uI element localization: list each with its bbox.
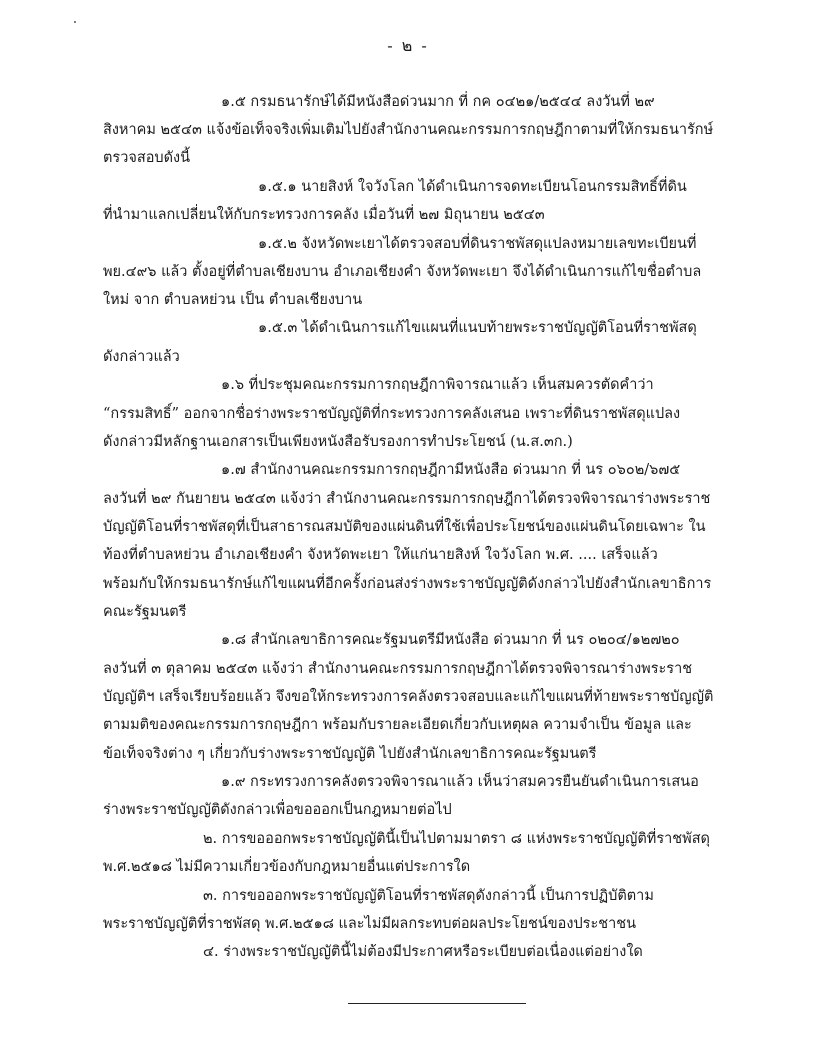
paragraph-line: ตามมติของคณะกรรมการกฤษฎีกา พร้อมกับรายละเอียดเกี่ยวกับเหตุผล ความจำเป็น ข้อมูล และ bbox=[103, 717, 692, 733]
paragraph-line: ลงวันที่ ๒๙ กันยายน ๒๕๔๓ แจ้งว่า สำนักงานคณะกรรมการกฤษฎีกาได้ตรวจพิจารณาร่างพระราช bbox=[103, 491, 711, 507]
paragraph-line: ๑.๕.๑ นายสิงห์ ใจวังโลก ได้ดำเนินการจดทะเบียนโอนกรรมสิทธิ์ที่ดิน bbox=[258, 179, 687, 195]
paragraph-line: ๑.๕.๒ จังหวัดพะเยาได้ตรวจสอบที่ดินราชพัสดุแปลงหมายเลขทะเบียนที่ bbox=[258, 236, 697, 252]
page-number: - ๒ - bbox=[387, 36, 429, 55]
paragraph-line: ๑.๕.๓ ได้ดำเนินการแก้ไขแผนที่แนบท้ายพระราชบัญญัติโอนที่ราชพัสดุ bbox=[258, 320, 697, 336]
paragraph-line: พระราชบัญญัติที่ราชพัสดุ พ.ศ.๒๕๑๘ และไม่มีผลกระทบต่อผลประโยชน์ของประชาชน bbox=[103, 916, 636, 932]
paragraph-line: ดังกล่าวแล้ว bbox=[103, 349, 180, 365]
paragraph-line: ๑.๗ สำนักงานคณะกรรมการกฤษฎีกามีหนังสือ ด่วนมาก ที่ นร ๐๖๐๒/๖๗๕ bbox=[221, 462, 681, 478]
paragraph-line: “กรรมสิทธิ์” ออกจากชื่อร่างพระราชบัญญัติที่กระทรวงการคลังเสนอ เพราะที่ดินราชพัสดุแปลง bbox=[103, 406, 681, 422]
paragraph-line: พย.๔๙๖ แล้ว ตั้งอยู่ที่ตำบลเชียงบาน อำเภอเชียงคำ จังหวัดพะเยา จึงได้ดำเนินการแก้ไขชื่อตำบล bbox=[103, 264, 702, 280]
paragraph-line: บัญญัติโอนที่ราชพัสดุที่เป็นสาธารณสมบัติของแผ่นดินที่ใช้เพื่อประโยชน์ของแผ่นดินโดยเฉพาะ ใน bbox=[103, 519, 706, 535]
paragraph-line: ดังกล่าวมีหลักฐานเอกสารเป็นเพียงหนังสือรับรองการทำประโยชน์ (น.ส.๓ก.) bbox=[103, 434, 573, 450]
paragraph-line: พร้อมกับให้กรมธนารักษ์แก้ไขแผนที่อีกครั้งก่อนส่งร่างพระราชบัญญัติดังกล่าวไปยังสำนักเลขาธิการ bbox=[103, 576, 712, 592]
paragraph-line: ๑.๕ กรมธนารักษ์ได้มีหนังสือด่วนมาก ที่ กค ๐๔๒๑/๒๕๔๔ ลงวันที่ ๒๙ bbox=[221, 94, 655, 110]
end-of-document-rule bbox=[348, 1003, 526, 1004]
paragraph-line: บัญญัติฯ เสร็จเรียบร้อยแล้ว จึงขอให้กระทรวงการคลังตรวจสอบและแก้ไขแผนที่ท้ายพระราชบัญญัติ bbox=[103, 689, 714, 705]
paragraph-line: ๒. การขอออกพระราชบัญญัตินี้เป็นไปตามมาตรา ๘ แห่งพระราชบัญญัติที่ราชพัสดุ bbox=[203, 831, 710, 847]
paragraph-line: ร่างพระราชบัญญัติดังกล่าวเพื่อขอออกเป็นกฎหมายต่อไป bbox=[103, 802, 452, 818]
paragraph-line: ใหม่ จาก ตำบลหย่วน เป็น ตำบลเชียงบาน bbox=[103, 292, 363, 308]
paragraph-line: ท้องที่ตำบลหย่วน อำเภอเชียงคำ จังหวัดพะเยา ให้แก่นายสิงห์ ใจวังโลก พ.ศ. .... เสร็จแล้ว bbox=[103, 547, 658, 563]
paragraph-line: คณะรัฐมนตรี bbox=[103, 604, 187, 620]
paragraph-line: สิงหาคม ๒๕๔๓ แจ้งข้อเท็จจริงเพิ่มเติมไปยังสำนักงานคณะกรรมการกฤษฎีกาตามที่ให้กรมธนารักษ์ bbox=[103, 122, 714, 138]
paragraph-line: ลงวันที่ ๓ ตุลาคม ๒๕๔๓ แจ้งว่า สำนักงานคณะกรรมการกฤษฎีกาได้ตรวจพิจารณาร่างพระราช bbox=[103, 661, 693, 677]
paragraph-line: พ.ศ.๒๕๑๘ ไม่มีความเกี่ยวข้องกับกฎหมายอื่นแต่ประการใด bbox=[103, 859, 471, 875]
paragraph-line: ๑.๘ สำนักเลขาธิการคณะรัฐมนตรีมีหนังสือ ด่วนมาก ที่ นร ๐๒๐๔/๑๒๗๒๐ bbox=[221, 632, 680, 648]
paragraph-line: ๓. การขอออกพระราชบัญญัติโอนที่ราชพัสดุดังกล่าวนี้ เป็นการปฏิบัติตาม bbox=[203, 888, 654, 904]
paragraph-line: ๔. ร่างพระราชบัญญัตินี้ไม่ต้องมีประกาศหรือระเบียบต่อเนื่องแต่อย่างใด bbox=[203, 944, 643, 960]
paragraph-line: ที่นำมาแลกเปลี่ยนให้กับกระทรวงการคลัง เมื่อวันที่ ๒๗ มิถุนายน ๒๕๔๓ bbox=[103, 207, 545, 223]
scan-speck bbox=[74, 21, 76, 23]
paragraph-line: ๑.๖ ที่ประชุมคณะกรรมการกฤษฎีกาพิจารณาแล้ว เห็นสมควรตัดคำว่า bbox=[221, 377, 654, 393]
paragraph-line: ข้อเท็จจริงต่าง ๆ เกี่ยวกับร่างพระราชบัญญัติ ไปยังสำนักเลขาธิการคณะรัฐมนตรี bbox=[103, 746, 597, 762]
paragraph-line: ๑.๙ กระทรวงการคลังตรวจพิจารณาแล้ว เห็นว่าสมควรยืนยันดำเนินการเสนอ bbox=[221, 774, 699, 790]
paragraph-line: ตรวจสอบดังนี้ bbox=[103, 150, 191, 166]
